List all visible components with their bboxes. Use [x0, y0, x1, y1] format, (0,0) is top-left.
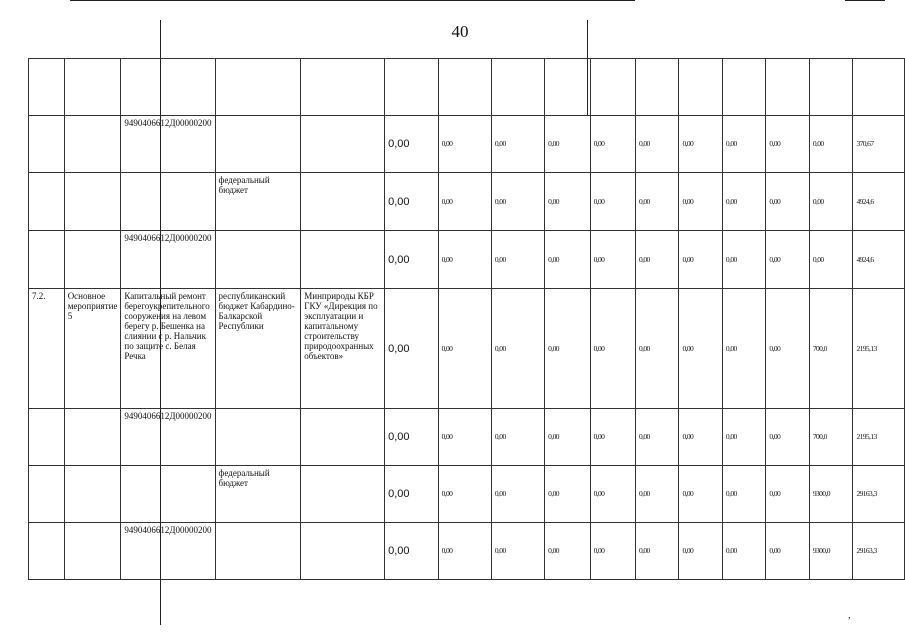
value-cell — [438, 116, 491, 173]
value-cell — [545, 116, 590, 173]
value-cell — [385, 289, 438, 409]
value-text: 0,00 — [388, 138, 410, 150]
table-body — [29, 116, 905, 580]
value-cell — [438, 523, 491, 580]
value-cell — [679, 289, 722, 409]
value-cell — [853, 466, 905, 523]
value-cell — [809, 466, 853, 523]
value-cell — [853, 409, 905, 466]
value-cell — [809, 116, 853, 173]
value-text: 0,00 — [441, 343, 453, 353]
value-text: 0,00 — [638, 196, 650, 206]
value-cell — [385, 116, 438, 173]
value-cell — [491, 116, 544, 173]
value-cell — [545, 231, 590, 289]
value-text: 0,00 — [769, 196, 781, 206]
value-text: 0,00 — [548, 489, 559, 498]
name-cell — [121, 173, 215, 231]
value-text: 700,0 — [812, 432, 827, 441]
value-cell — [722, 523, 765, 580]
value-cell — [853, 173, 905, 231]
value-text: 0,00 — [638, 254, 650, 264]
status-cell: Основное мероприятие 5 — [64, 289, 121, 409]
value-text: 0,00 — [682, 546, 694, 555]
value-text: 0,00 — [548, 343, 559, 353]
value-cell — [491, 289, 544, 409]
value-cell — [722, 289, 765, 409]
value-cell — [679, 409, 722, 466]
value-text: 2195,13 — [856, 432, 877, 441]
value-text: 0,00 — [593, 254, 605, 264]
value-cell — [766, 466, 809, 523]
value-text: 0,00 — [441, 254, 453, 264]
value-text: 0,00 — [441, 139, 453, 148]
value-text: 0,00 — [769, 546, 781, 555]
value-cell — [722, 231, 765, 289]
value-cell — [853, 289, 905, 409]
value-cell — [635, 466, 678, 523]
value-text: 0,00 — [769, 139, 781, 148]
value-cell — [590, 409, 635, 466]
value-text: 0,00 — [725, 196, 737, 206]
value-cell — [635, 231, 678, 289]
value-cell — [809, 231, 853, 289]
value-text: 0,00 — [441, 489, 453, 498]
value-text: 0,00 — [682, 489, 694, 498]
row-number-cell — [29, 173, 65, 231]
top-right-scan-mark — [845, 0, 885, 1]
value-text: 4924,6 — [856, 196, 874, 206]
value-text: 29163,3 — [856, 489, 877, 498]
value-text: 0,00 — [388, 342, 410, 355]
value-cell — [590, 523, 635, 580]
value-text: 0,00 — [388, 253, 410, 266]
row-number-cell — [29, 523, 65, 580]
value-text: 0,00 — [682, 343, 694, 353]
value-text: 0,00 — [593, 489, 605, 498]
name-cell: 9490406612Д00000200 — [121, 116, 215, 173]
value-cell — [766, 289, 809, 409]
value-text: 0,00 — [388, 431, 410, 443]
value-text: 0,00 — [388, 488, 410, 500]
status-cell — [64, 173, 121, 231]
funding-source-cell — [215, 409, 301, 466]
value-text: 0,00 — [593, 546, 605, 555]
executor-cell — [301, 231, 385, 289]
executor-cell — [301, 523, 385, 580]
value-cell — [809, 409, 853, 466]
status-cell — [64, 116, 121, 173]
name-cell: 9490406612Д00000200 — [121, 231, 215, 289]
value-text: 700,0 — [812, 343, 827, 353]
value-text: 0,00 — [441, 432, 453, 441]
value-cell — [722, 173, 765, 231]
value-text: 0,00 — [593, 432, 605, 441]
value-cell — [385, 466, 438, 523]
value-cell — [545, 289, 590, 409]
value-cell — [679, 466, 722, 523]
value-cell — [766, 523, 809, 580]
value-cell — [385, 409, 438, 466]
value-cell — [590, 466, 635, 523]
name-cell: Капитальный ремонт берегоукрепительного сооружения на левом берегу р. Бешенка на слиянии с р. Нальчик по защите с. Белая Речка — [121, 289, 215, 409]
value-cell — [385, 231, 438, 289]
value-text: 0,00 — [494, 489, 506, 498]
value-text: 0,00 — [494, 546, 506, 555]
value-cell — [679, 116, 722, 173]
value-text: 9300,0 — [812, 489, 830, 498]
value-cell — [853, 231, 905, 289]
value-text: 9300,0 — [812, 546, 830, 555]
row-number-cell — [29, 231, 65, 289]
value-text: 0,00 — [725, 432, 737, 441]
value-cell — [679, 173, 722, 231]
value-cell — [590, 173, 635, 231]
value-text: 0,00 — [441, 196, 453, 206]
value-cell — [722, 409, 765, 466]
value-text: 0,00 — [638, 343, 650, 353]
value-text: 2195,13 — [856, 343, 877, 353]
funding-source-cell: федеральный бюджет — [215, 466, 301, 523]
funding-source-cell — [215, 231, 301, 289]
top-scan-line — [70, 0, 635, 1]
value-cell — [722, 116, 765, 173]
name-cell: 9490406612Д00000200 — [121, 523, 215, 580]
value-text: 0,00 — [593, 343, 605, 353]
value-cell — [590, 231, 635, 289]
value-cell — [545, 523, 590, 580]
value-text: 370,67 — [856, 139, 874, 148]
table-row — [29, 409, 905, 466]
bottom-corner-mark: , — [848, 610, 851, 621]
header-row — [29, 59, 905, 116]
value-text: 0,00 — [593, 139, 605, 148]
value-text: 0,00 — [441, 546, 453, 555]
value-text: 0,00 — [548, 546, 559, 555]
row-number-cell — [29, 466, 65, 523]
value-text: 0,00 — [725, 343, 737, 353]
value-text: 0,00 — [725, 489, 737, 498]
value-cell — [766, 409, 809, 466]
value-cell — [679, 523, 722, 580]
value-cell — [491, 466, 544, 523]
value-cell — [679, 231, 722, 289]
value-text: 0,00 — [638, 489, 650, 498]
value-cell — [438, 409, 491, 466]
value-text: 0,00 — [725, 139, 737, 148]
value-text: 0,00 — [769, 343, 781, 353]
funding-source-cell: республиканский бюджет Кабардино-Балкарской Республики — [215, 289, 301, 409]
value-cell — [590, 116, 635, 173]
value-text: 0,00 — [812, 139, 824, 148]
value-text: 0,00 — [388, 195, 410, 208]
value-cell — [635, 173, 678, 231]
value-text: 0,00 — [638, 139, 650, 148]
value-cell — [385, 173, 438, 231]
value-cell — [590, 289, 635, 409]
value-text: 0,00 — [638, 432, 650, 441]
value-text: 0,00 — [388, 545, 410, 557]
value-text: 4924,6 — [856, 254, 874, 264]
value-cell — [545, 409, 590, 466]
value-text: 0,00 — [682, 254, 694, 264]
executor-cell — [301, 116, 385, 173]
executor-cell — [301, 173, 385, 231]
table-row — [29, 173, 905, 231]
value-text: 0,00 — [682, 432, 694, 441]
budget-table — [28, 58, 905, 580]
status-cell — [64, 231, 121, 289]
funding-source-cell: федеральный бюджет — [215, 173, 301, 231]
table-row — [29, 523, 905, 580]
value-cell — [809, 289, 853, 409]
value-text: 0,00 — [494, 343, 506, 353]
value-cell — [545, 466, 590, 523]
table-row — [29, 289, 905, 409]
status-cell — [64, 466, 121, 523]
value-cell — [545, 173, 590, 231]
row-number-cell — [29, 116, 65, 173]
row-number-cell — [29, 409, 65, 466]
value-text: 0,00 — [769, 432, 781, 441]
funding-source-cell — [215, 116, 301, 173]
value-cell — [809, 523, 853, 580]
value-cell — [438, 173, 491, 231]
value-text: 29163,3 — [856, 546, 877, 555]
value-cell — [491, 173, 544, 231]
value-text: 0,00 — [548, 432, 559, 441]
executor-cell — [301, 466, 385, 523]
value-cell — [853, 116, 905, 173]
value-text: 0,00 — [638, 546, 650, 555]
status-cell — [64, 523, 121, 580]
name-cell — [121, 466, 215, 523]
value-cell — [853, 523, 905, 580]
value-text: 0,00 — [548, 196, 559, 206]
executor-cell — [301, 409, 385, 466]
value-cell — [385, 523, 438, 580]
page-number: 40 — [451, 22, 469, 41]
value-cell — [766, 231, 809, 289]
table-row — [29, 116, 905, 173]
value-text: 0,00 — [494, 139, 506, 148]
value-cell — [722, 466, 765, 523]
value-text: 0,00 — [494, 432, 506, 441]
value-cell — [438, 231, 491, 289]
funding-source-cell — [215, 523, 301, 580]
value-cell — [491, 523, 544, 580]
row-number-cell: 7.2. — [29, 289, 65, 409]
value-cell — [635, 289, 678, 409]
value-text: 0,00 — [548, 139, 559, 148]
value-text: 0,00 — [812, 254, 824, 264]
value-text: 0,00 — [494, 254, 506, 264]
value-text: 0,00 — [812, 196, 824, 206]
table-row — [29, 231, 905, 289]
value-cell — [635, 116, 678, 173]
value-cell — [491, 409, 544, 466]
executor-cell: Минприроды КБР ГКУ «Дирекция по эксплуатации и капитальному строительству природоохранных объектов» — [301, 289, 385, 409]
value-text: 0,00 — [494, 196, 506, 206]
value-cell — [491, 231, 544, 289]
value-text: 0,00 — [725, 254, 737, 264]
value-cell — [438, 466, 491, 523]
table-row — [29, 466, 905, 523]
value-cell — [635, 523, 678, 580]
value-text: 0,00 — [548, 254, 559, 264]
status-cell — [64, 409, 121, 466]
value-text: 0,00 — [593, 196, 605, 206]
value-text: 0,00 — [682, 196, 694, 206]
value-text: 0,00 — [682, 139, 694, 148]
value-cell — [809, 173, 853, 231]
value-text: 0,00 — [769, 489, 781, 498]
value-text: 0,00 — [769, 254, 781, 264]
value-text: 0,00 — [725, 546, 737, 555]
name-cell: 9490406612Д00000200 — [121, 409, 215, 466]
value-cell — [766, 173, 809, 231]
value-cell — [438, 289, 491, 409]
value-cell — [635, 409, 678, 466]
value-cell — [766, 116, 809, 173]
